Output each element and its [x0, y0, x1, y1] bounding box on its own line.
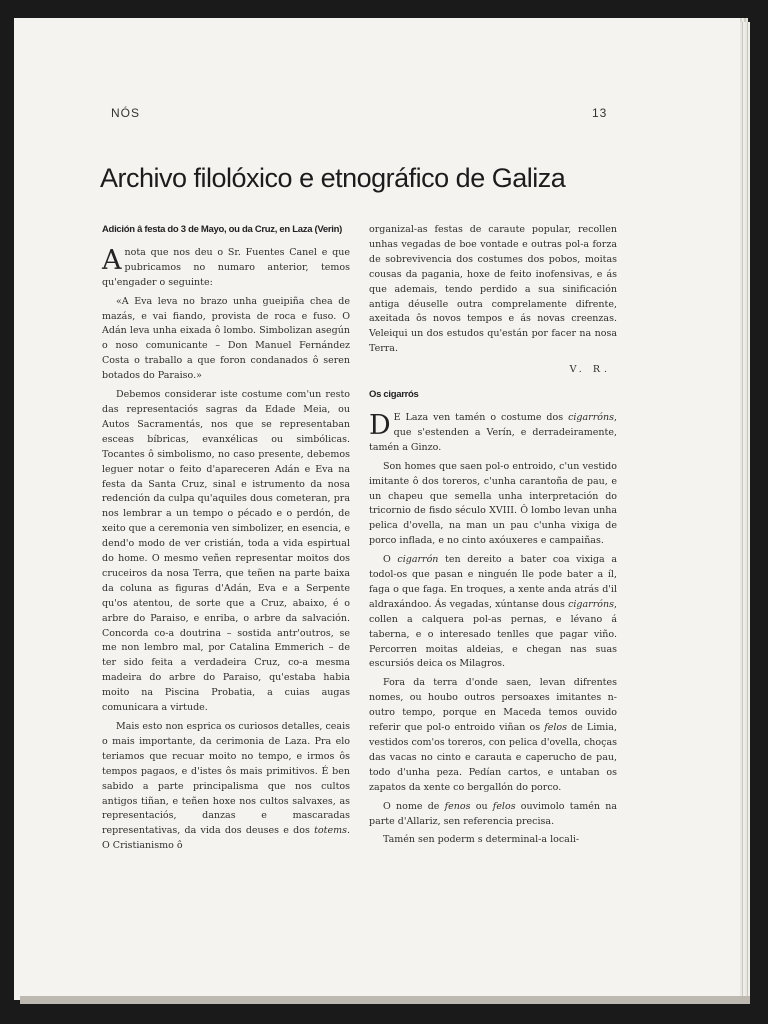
- nome-text-a: O nome de: [383, 800, 445, 812]
- journal-name: NÓS: [111, 106, 141, 120]
- italic-cigarron: cigarrón: [397, 554, 439, 566]
- italic-fenos: fenos: [444, 800, 471, 812]
- intro-text: nota que nos deu o Sr. Fuentes Canel e que pubricamos no numaro anterior, temos qu'engader o seguinte:: [102, 246, 350, 288]
- drop-cap: A: [102, 244, 122, 276]
- italic-felos: felos: [544, 722, 567, 734]
- paragraph-tamen: Tamén sen poderm s determinal-a locali-: [383, 834, 580, 846]
- author-signature: V. R.: [569, 364, 611, 376]
- laza-text-end: , que s'estenden a Verín, e derradeiramente, tamén a Ginzo.: [369, 411, 617, 453]
- italic-cigarrons-2: cigarróns: [568, 598, 614, 610]
- page-number: 13: [592, 106, 608, 120]
- paragraph-son-homes: Son homes que saen pol-o entroido, c'un vestido imitante ô dos toreros, c'unha carantoña de pau, e un chapeu que semella unha interpretación do tricornio de fisdo século XVIII. Ô lombo levan unha pelica d'ovella, na man un pau c'unha vixiga de porco inflada, e no cinto axóuxeres e campaiñas.: [369, 460, 617, 547]
- page-stack-edge: [740, 22, 750, 998]
- paragraph-organizal: organizal-as festas de caraute popular, recollen unhas vegadas de boe vontade e outras pol-a forza de sobrevivencia dos costumes dos pobos, moitas cousas da pagania, hoxe de feito inofensivas, e ás que ademais, tendo perdido a sua sinificación antiga déuselle outra comprelamente difrente, axeitada ôs novos tempos e ás novas creenzas. Veleiqui un dos estudos qu'están por facer na nosa Terra.: [369, 224, 617, 355]
- nome-text-c: ouvimolo tamén na parte d'Allariz, sen referencia precisa.: [369, 800, 617, 827]
- mais-text-end: . O Cristianismo ô: [102, 825, 350, 852]
- mais-text: Mais esto non esprica os curiosos detalles, ceais o mais importante, da cerimonia de Laza. Pra elo teriamos que recuar moito no tempo, e irmos ôs tempos pagaos, e d'istes ôs mais primitivos. É ben sabido a parte principalisma que nos cultos antigos tiñan, e teñen hoxe nos cultos salvaxes, as representaciós, danzas e mascaradas representativas, da vida dos deuses e dos: [102, 721, 350, 837]
- quote-paragraph: «A Eva leva no brazo unha gueipiña chea de mazás, e vai fiando, provista de roca e fuso. O Adán leva unha eixada ô lombo. Simbolizan asegún o noso comunicante – Don Manuel Fernández Costa o traballo a que foron condanados ô seren botados do Paraiso.»: [102, 295, 350, 382]
- fora-text-b: de Limia, vestidos com'os toreros, con pelica d'ovella, choças das vacas no cinto e carauta e caperucho de pau, todo d'unha peza. Pedían cartos, e untaban os zapatos da xente co bergallón do porco.: [369, 722, 617, 793]
- article-title: Archivo filolóxico e etnográfico de Galiza: [100, 163, 566, 193]
- italic-cigarrons: cigarróns: [568, 411, 614, 423]
- section-heading-festa: Adición â festa do 3 de Mayo, ou da Cruz, en Laza (Verin): [102, 224, 342, 235]
- italic-felos-2: felos: [492, 800, 516, 812]
- laza-text: E Laza ven tamén o costume dos: [393, 411, 569, 423]
- paragraph-laza: [369, 411, 617, 456]
- paragraph-fora: [369, 676, 617, 795]
- paragraph-mais: [102, 720, 350, 854]
- nome-text-b: ou: [470, 800, 493, 812]
- cig-text-a: O: [383, 554, 398, 566]
- page-bottom-edge: [20, 996, 750, 1004]
- left-column: [102, 223, 350, 858]
- cig-text-b: ten dereito a bater coa vixiga a todol-os que pasan e ninguén lle pode bater a íl, faga o que faga. En troques, a xente anda atrás d'il aldraxándoo. Ás vegadas, xúntanse dous: [369, 554, 617, 610]
- cig-text-c: , collen a calquera pol-as pernas, e lévano á taberna, e o interesado tenlles que pagar viño. Percorren moitas aldeias, e chegan nas suas escursiós deica os Milagros.: [369, 598, 617, 670]
- paragraph-nome: [369, 800, 617, 830]
- section-heading-cigarros: Os cigarrós: [369, 389, 419, 401]
- right-column: [369, 223, 617, 852]
- paragraph-debemos: Debemos considerar iste costume com'un resto das representaciós sagras da Edade Meia, ou Autos Sacramentás, nos que se representaban esceas bíbricas, evanxélicas ou simbólicas. Tocantes ô simbolismo, no caso presente, debemos leguer notar o feito d'apareceren Adán e Eva na festa da Santa Cruz, sinal e istrumento da nosa redención da culpa qu'aquiles dous cometeran, pra nos lembrar a un tempo o pécado e o perdón, de xeito que a ceremonia ven simbolizer, en esencia, e dend'o modo de ver cristián, toda a vida espirtual do home. O mesmo veñen representar moitos dos cruceiros da nosa Terra, que teñen na parte baixa da coluna as figuras d'Adán, Eva e a Serpente qu'os atentou, de sorte que a Cruz, abaixo, é o arbre do Paraiso, e enriba, o arbre da salvación. Concorda co-a doutrina – sostida antr'outros, se me non lembro mal, por Catalina Emmerich – de ter sido feita a verdadeira Cruz, co-a mesma madeira do arbre do Paraiso, qu'estaba habia moito na Piscina Probatia, a cuias augas comunicara a virtude.: [102, 389, 350, 714]
- paragraph-intro: [102, 246, 350, 291]
- italic-totems: totems: [314, 825, 347, 837]
- paragraph-cigarron: [369, 553, 617, 672]
- drop-cap-d: D: [369, 409, 391, 441]
- fora-text-a: Fora da terra d'onde saen, levan difrentes nomes, ou houbo outros persoaxes imitantes n-outro tempo, porque en Maceda temos ouvido referir que pol-o entroido viñan os: [369, 677, 617, 734]
